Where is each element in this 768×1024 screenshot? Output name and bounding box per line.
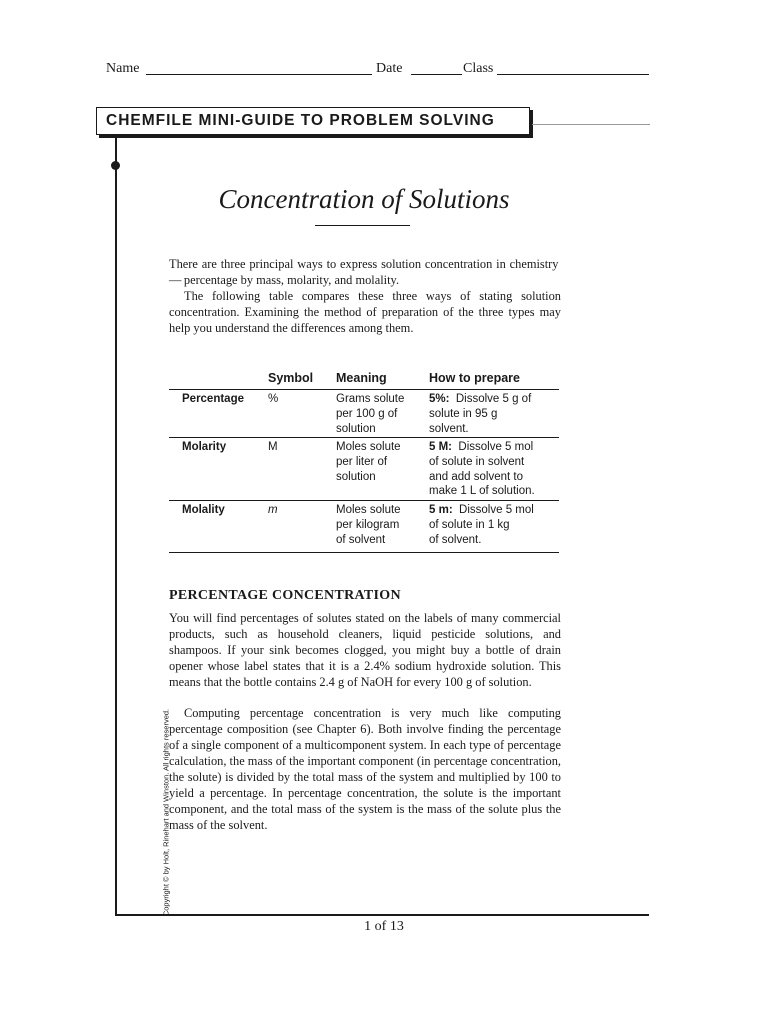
prepare-line: [429, 392, 559, 407]
row-prepare: [429, 392, 559, 436]
meaning-line: per kilogram: [336, 518, 400, 531]
meaning-line: Moles solute: [336, 441, 401, 453]
prepare-line: solvent.: [429, 422, 469, 435]
row-prepare: [429, 440, 559, 499]
intro-paragraph-2: The following table compares these three ways of stating solution concentration. Examining the method of preparation of the three types may help you understand the differences among them.: [169, 289, 561, 335]
prepare-line: of solvent.: [429, 533, 482, 546]
row-name: Molarity: [182, 441, 227, 453]
section-heading: PERCENTAGE CONCENTRATION: [169, 588, 401, 603]
guide-banner: [96, 107, 530, 135]
meaning-line: per liter of: [336, 455, 388, 468]
prepare-line: [429, 503, 559, 518]
banner-rule: [532, 124, 650, 125]
prepare-line: make 1 L of solution.: [429, 485, 535, 498]
prepare-line: of solute in solvent: [429, 455, 525, 468]
row-symbol: m: [268, 504, 278, 516]
copyright-notice: Copyright © by Holt, Rinehart and Winston. All rights reserved.: [161, 708, 171, 917]
margin-bullet-dot: [111, 161, 120, 170]
prepare-line: solute in 95 g: [429, 407, 498, 420]
prepare-line: of solute in 1 kg: [429, 518, 510, 531]
row-meaning: [336, 503, 421, 547]
prepare-label: 5 m:: [429, 504, 453, 516]
page-title: Concentration of Solutions: [218, 184, 510, 214]
meaning-line: Moles solute: [336, 504, 401, 516]
left-margin-rule: [115, 136, 117, 916]
header-how-to-prepare: How to prepare: [429, 371, 520, 385]
prepare-line: and add solvent to: [429, 470, 523, 483]
page-number: 1 of 13: [364, 919, 404, 934]
prepare-label: 5%:: [429, 393, 450, 405]
header-meaning: Meaning: [336, 371, 387, 385]
meaning-line: Grams solute: [336, 393, 405, 405]
row-symbol: %: [268, 393, 279, 405]
table-row: [169, 438, 559, 501]
date-field-line[interactable]: [411, 74, 462, 75]
table-header-row: [169, 370, 559, 390]
intro-paragraph-1: There are three principal ways to express solution concentration in chemistry — percentage by mass, molarity, and molality.: [169, 257, 561, 287]
footer-rule: [115, 914, 649, 916]
table-row: [169, 390, 559, 438]
row-meaning: [336, 392, 421, 436]
section-paragraph-2: Computing percentage concentration is very much like computing percentage composition (see Chapter 6). Both involve finding the percentage of a single component of a multicomponent system. In each type of percentage calculation, the mass of the important component (in percentage concentration, the solute) is divided by the total mass of the system and multiplied by 100 to yield a percentage. In percentage concentration, the solute is the important component, and the total mass of the system is the mass of the solute plus the mass of the solvent.: [169, 706, 561, 832]
name-label: Name: [106, 61, 140, 76]
prepare-line: [429, 440, 559, 455]
class-label: Class: [463, 61, 494, 76]
banner-text: CHEMFILE MINI-GUIDE TO PROBLEM SOLVING: [106, 112, 495, 129]
row-meaning: [336, 440, 421, 484]
meaning-line: solution: [336, 470, 376, 483]
header-symbol: Symbol: [268, 371, 314, 385]
class-field-line[interactable]: [497, 74, 649, 75]
concentration-table: [169, 370, 559, 553]
name-field-line[interactable]: [146, 74, 372, 75]
meaning-line: per 100 g of: [336, 407, 398, 420]
prepare-label: 5 M:: [429, 441, 452, 453]
prepare-text: Dissolve 5 mol: [458, 441, 534, 453]
meaning-line: of solvent: [336, 533, 386, 546]
row-symbol: M: [268, 441, 278, 453]
row-name: Percentage: [182, 393, 245, 405]
meaning-line: solution: [336, 422, 376, 435]
date-label: Date: [376, 61, 403, 76]
row-prepare: [429, 503, 559, 547]
prepare-text: Dissolve 5 mol: [459, 504, 534, 516]
prepare-text: Dissolve 5 g of: [455, 393, 532, 405]
title-underline: [315, 225, 410, 226]
row-name: Molality: [182, 504, 225, 516]
section-paragraph-1: You will find percentages of solutes stated on the labels of many commercial products, such as household cleaners, liquid pesticide solutions, and shampoos. If your sink becomes clogged, you might buy a bottle of drain opener whose label states that it is a 2.4% sodium hydroxide solution. This means that the bottle contains 2.4 g of NaOH for every 100 g of solution.: [169, 611, 561, 689]
table-row: [169, 501, 559, 553]
